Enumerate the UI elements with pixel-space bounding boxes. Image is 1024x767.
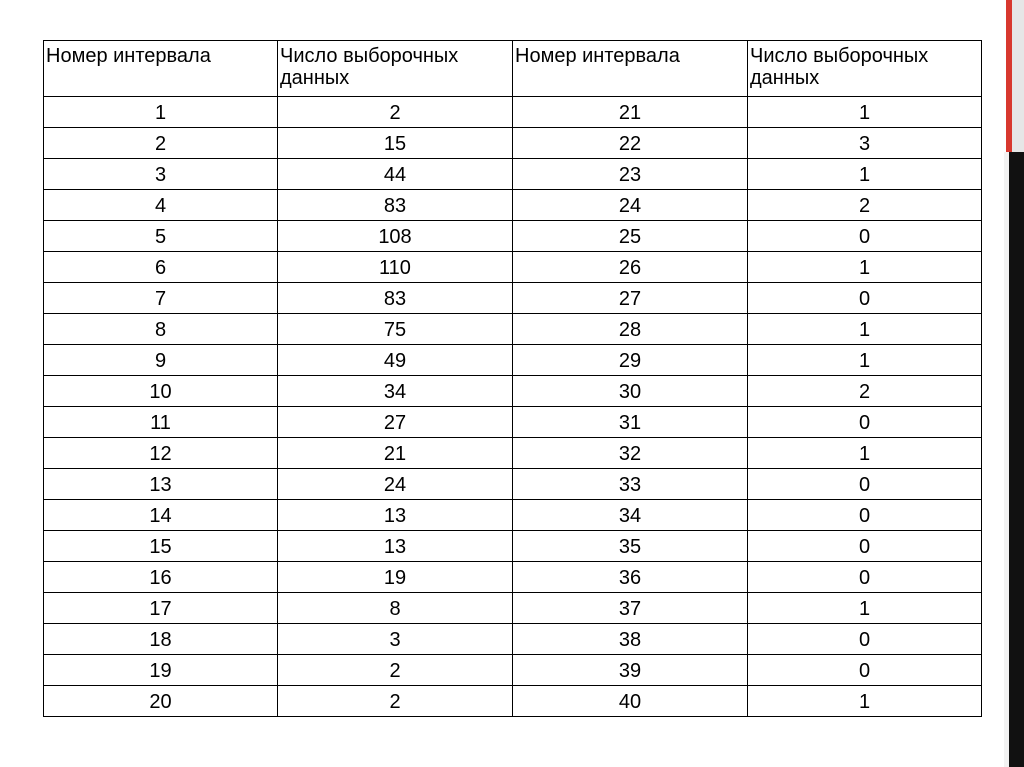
cell-interval-number-right: 35 bbox=[513, 531, 748, 562]
cell-interval-number-right: 33 bbox=[513, 469, 748, 500]
table-row bbox=[44, 686, 982, 717]
cell-interval-number-right: 34 bbox=[513, 500, 748, 531]
table-row bbox=[44, 314, 982, 345]
cell-interval-number-left: 18 bbox=[44, 624, 278, 655]
cell-sample-count-right: 0 bbox=[748, 221, 982, 252]
cell-sample-count-left: 75 bbox=[278, 314, 513, 345]
cell-interval-number-left: 3 bbox=[44, 159, 278, 190]
cell-interval-number-right: 29 bbox=[513, 345, 748, 376]
cell-sample-count-left: 8 bbox=[278, 593, 513, 624]
cell-interval-number-left: 11 bbox=[44, 407, 278, 438]
table-row bbox=[44, 97, 982, 128]
cell-interval-number-left: 19 bbox=[44, 655, 278, 686]
cell-sample-count-left: 21 bbox=[278, 438, 513, 469]
cell-sample-count-right: 2 bbox=[748, 376, 982, 407]
cell-sample-count-left: 15 bbox=[278, 128, 513, 159]
cell-interval-number-left: 4 bbox=[44, 190, 278, 221]
cell-sample-count-left: 3 bbox=[278, 624, 513, 655]
table-row bbox=[44, 531, 982, 562]
table-row bbox=[44, 221, 982, 252]
cell-interval-number-right: 25 bbox=[513, 221, 748, 252]
cell-interval-number-left: 12 bbox=[44, 438, 278, 469]
cell-interval-number-left: 20 bbox=[44, 686, 278, 717]
cell-sample-count-left: 44 bbox=[278, 159, 513, 190]
cell-sample-count-left: 13 bbox=[278, 531, 513, 562]
cell-sample-count-right: 1 bbox=[748, 593, 982, 624]
cell-interval-number-right: 38 bbox=[513, 624, 748, 655]
cell-interval-number-left: 15 bbox=[44, 531, 278, 562]
cell-sample-count-left: 2 bbox=[278, 655, 513, 686]
table-row bbox=[44, 190, 982, 221]
frequency-table bbox=[43, 40, 982, 717]
cell-sample-count-right: 2 bbox=[748, 190, 982, 221]
cell-interval-number-right: 36 bbox=[513, 562, 748, 593]
cell-sample-count-right: 0 bbox=[748, 655, 982, 686]
cell-sample-count-right: 0 bbox=[748, 283, 982, 314]
cell-interval-number-left: 2 bbox=[44, 128, 278, 159]
cell-interval-number-left: 6 bbox=[44, 252, 278, 283]
cell-interval-number-right: 21 bbox=[513, 97, 748, 128]
cell-sample-count-left: 2 bbox=[278, 97, 513, 128]
cell-sample-count-left: 83 bbox=[278, 190, 513, 221]
header-sample-count-right: Число выборочных данных bbox=[748, 41, 982, 97]
cell-sample-count-left: 2 bbox=[278, 686, 513, 717]
cell-interval-number-right: 28 bbox=[513, 314, 748, 345]
table-row bbox=[44, 593, 982, 624]
table-row bbox=[44, 562, 982, 593]
table-row bbox=[44, 345, 982, 376]
cell-sample-count-right: 0 bbox=[748, 624, 982, 655]
cell-interval-number-right: 24 bbox=[513, 190, 748, 221]
table-row bbox=[44, 469, 982, 500]
cell-sample-count-right: 1 bbox=[748, 159, 982, 190]
cell-interval-number-right: 32 bbox=[513, 438, 748, 469]
header-interval-number-left: Номер интервала bbox=[44, 41, 278, 97]
table-row bbox=[44, 159, 982, 190]
header-sample-count-left: Число выборочных данных bbox=[278, 41, 513, 97]
table-row bbox=[44, 128, 982, 159]
cell-sample-count-left: 108 bbox=[278, 221, 513, 252]
cell-interval-number-left: 17 bbox=[44, 593, 278, 624]
cell-interval-number-left: 10 bbox=[44, 376, 278, 407]
cell-sample-count-right: 1 bbox=[748, 97, 982, 128]
cell-interval-number-left: 16 bbox=[44, 562, 278, 593]
cell-sample-count-right: 3 bbox=[748, 128, 982, 159]
cell-sample-count-right: 1 bbox=[748, 686, 982, 717]
header-interval-number-right: Номер интервала bbox=[513, 41, 748, 97]
table-row bbox=[44, 283, 982, 314]
cell-sample-count-right: 1 bbox=[748, 314, 982, 345]
cell-sample-count-right: 0 bbox=[748, 562, 982, 593]
cell-interval-number-right: 39 bbox=[513, 655, 748, 686]
cell-sample-count-left: 34 bbox=[278, 376, 513, 407]
table-body bbox=[44, 97, 982, 717]
table-row bbox=[44, 407, 982, 438]
cell-sample-count-left: 24 bbox=[278, 469, 513, 500]
cell-sample-count-right: 0 bbox=[748, 500, 982, 531]
cell-interval-number-right: 31 bbox=[513, 407, 748, 438]
cell-interval-number-left: 7 bbox=[44, 283, 278, 314]
cell-sample-count-right: 0 bbox=[748, 407, 982, 438]
cell-interval-number-right: 22 bbox=[513, 128, 748, 159]
cell-interval-number-right: 37 bbox=[513, 593, 748, 624]
cell-sample-count-right: 1 bbox=[748, 345, 982, 376]
cell-sample-count-left: 110 bbox=[278, 252, 513, 283]
cell-sample-count-left: 27 bbox=[278, 407, 513, 438]
cell-interval-number-left: 5 bbox=[44, 221, 278, 252]
table-row bbox=[44, 252, 982, 283]
cell-interval-number-right: 40 bbox=[513, 686, 748, 717]
cell-sample-count-left: 49 bbox=[278, 345, 513, 376]
cell-interval-number-right: 30 bbox=[513, 376, 748, 407]
decor-strip-red bbox=[1006, 0, 1012, 152]
cell-interval-number-left: 9 bbox=[44, 345, 278, 376]
cell-interval-number-left: 13 bbox=[44, 469, 278, 500]
cell-interval-number-left: 14 bbox=[44, 500, 278, 531]
cell-interval-number-left: 8 bbox=[44, 314, 278, 345]
cell-sample-count-left: 83 bbox=[278, 283, 513, 314]
cell-sample-count-right: 0 bbox=[748, 531, 982, 562]
decor-strip-black bbox=[1009, 152, 1024, 767]
table-header-row bbox=[44, 41, 982, 97]
cell-sample-count-right: 1 bbox=[748, 438, 982, 469]
table-row bbox=[44, 376, 982, 407]
table-row bbox=[44, 655, 982, 686]
cell-interval-number-right: 27 bbox=[513, 283, 748, 314]
cell-interval-number-right: 23 bbox=[513, 159, 748, 190]
table-row bbox=[44, 438, 982, 469]
table-row bbox=[44, 500, 982, 531]
cell-interval-number-right: 26 bbox=[513, 252, 748, 283]
cell-sample-count-left: 13 bbox=[278, 500, 513, 531]
cell-sample-count-left: 19 bbox=[278, 562, 513, 593]
table-row bbox=[44, 624, 982, 655]
cell-interval-number-left: 1 bbox=[44, 97, 278, 128]
cell-sample-count-right: 0 bbox=[748, 469, 982, 500]
cell-sample-count-right: 1 bbox=[748, 252, 982, 283]
